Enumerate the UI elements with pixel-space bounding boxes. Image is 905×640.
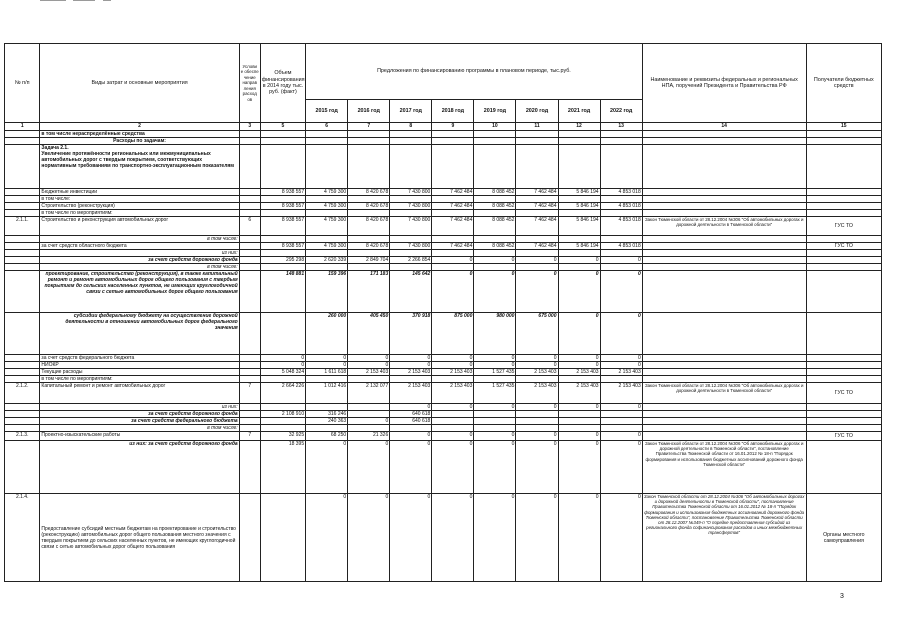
row-number: 2.1.3. xyxy=(5,432,40,441)
value-cell: 2 153 403 xyxy=(600,383,642,404)
value-cell: 5 048 324 xyxy=(260,369,305,376)
value-cell: 8 420 678 xyxy=(348,243,390,250)
col-number: 8 xyxy=(390,123,432,131)
value-cell: 0 xyxy=(474,257,516,264)
value-cell: 148 881 xyxy=(260,271,305,313)
value-cell: 0 xyxy=(432,257,474,264)
value-cell xyxy=(558,411,600,418)
task-title: Задача 2.1. xyxy=(41,145,69,151)
value-cell: 405 450 xyxy=(348,313,390,355)
value-cell: 0 xyxy=(432,441,474,494)
table-row xyxy=(5,494,882,582)
value-cell: 2 153 403 xyxy=(516,369,558,376)
value-cell: 0 xyxy=(348,494,390,582)
row-label: за счет средств федерального бюджета xyxy=(40,355,239,362)
value-cell: 0 xyxy=(516,494,558,582)
value-cell: 0 xyxy=(558,432,600,441)
value-cell: 0 xyxy=(474,432,516,441)
col-number: 13 xyxy=(600,123,642,131)
row-label: в том числе: xyxy=(40,425,239,432)
value-cell xyxy=(260,404,305,411)
value-cell xyxy=(260,313,305,355)
row-number: 2.1.1. xyxy=(5,217,40,236)
value-cell: 0 xyxy=(432,432,474,441)
page-number: 3 xyxy=(840,593,844,600)
value-cell xyxy=(260,418,305,425)
value-cell: 0 xyxy=(558,362,600,369)
value-cell: 316 246 xyxy=(306,411,348,418)
col-number: 6 xyxy=(306,123,348,131)
value-cell: 0 xyxy=(474,441,516,494)
value-cell: 8 938 557 xyxy=(260,189,305,196)
value-cell: 18 395 xyxy=(260,441,305,494)
row-label: из них: за счет средств дорожного фонда xyxy=(40,441,239,494)
value-cell xyxy=(348,411,390,418)
value-cell: 2 664 226 xyxy=(260,383,305,404)
row-number: 2.1.4. xyxy=(5,494,40,582)
value-cell: 8 420 678 xyxy=(348,203,390,210)
value-cell: 8 938 557 xyxy=(260,203,305,210)
value-cell: 4 759 300 xyxy=(306,203,348,210)
value-cell: 7 462 484 xyxy=(516,203,558,210)
row-label: в том числе: xyxy=(40,236,239,243)
value-cell: 0 xyxy=(600,494,642,582)
law-reference: Закон Тюменской области от 28.12.2004 №306 "Об автомобильных дорогах и дорожной деятельности в Тюменской области", постановление Правительства Тюменской области от 16.01.2012 № 18-п "Порядок формирования и использования бюджетных ассигнований дорожного фонда Тюменской области", постановление Правительства Тюменской области от 28.12.2007 №349-п "О порядке предоставления субсидий из регионального фонда софинансирования расходов и иных межбюджетных трансфертов" xyxy=(642,494,806,582)
value-cell: 7 462 484 xyxy=(516,217,558,236)
value-cell: 2 153 403 xyxy=(390,369,432,376)
value-cell: 0 xyxy=(306,494,348,582)
value-cell: 0 xyxy=(390,441,432,494)
value-cell: 0 xyxy=(516,432,558,441)
value-cell: 0 xyxy=(474,271,516,313)
row-label: в том числе: xyxy=(40,264,239,271)
value-cell: 8 088 452 xyxy=(474,203,516,210)
col-number: 12 xyxy=(558,123,600,131)
value-cell: 640 618 xyxy=(390,418,432,425)
top-rule xyxy=(103,0,111,1)
table-row xyxy=(5,203,882,210)
value-cell: 7 462 484 xyxy=(516,243,558,250)
value-cell: 5 846 194 xyxy=(558,189,600,196)
value-cell: 0 xyxy=(474,355,516,362)
table-row xyxy=(5,418,882,425)
row-label: НИОКР xyxy=(40,362,239,369)
value-cell: 0 xyxy=(348,441,390,494)
header-proposals: Предложения по финансированию программы в плановом периоде, тыс.руб. xyxy=(306,44,643,100)
table-row xyxy=(5,313,882,355)
value-cell: 0 xyxy=(474,494,516,582)
value-cell: 0 xyxy=(558,494,600,582)
value-cell: 4 853 018 xyxy=(600,203,642,210)
value-cell: 2 620 339 xyxy=(306,257,348,264)
value-cell: 2 153 403 xyxy=(390,383,432,404)
value-cell xyxy=(474,418,516,425)
table-row xyxy=(5,243,882,250)
value-cell: 0 xyxy=(516,271,558,313)
value-cell: 4 759 300 xyxy=(306,217,348,236)
value-cell: 0 xyxy=(432,362,474,369)
law-reference: Закон Тюменской области от 28.12.2004 №306 "Об автомобильных дорогах и дорожной деятельности в Тюменской области" xyxy=(642,217,806,236)
col-number: 15 xyxy=(806,123,881,131)
header-year: 2022 год xyxy=(600,100,642,123)
value-cell: 2 849 704 xyxy=(348,257,390,264)
value-cell: 4 853 018 xyxy=(600,243,642,250)
value-cell: 0 xyxy=(558,404,600,411)
value-cell: 5 846 194 xyxy=(558,243,600,250)
value-cell xyxy=(558,418,600,425)
row-label: Строительство (реконструкция) xyxy=(40,203,239,210)
value-cell: 0 xyxy=(260,355,305,362)
header-year: 2016 год xyxy=(348,100,390,123)
row-label: Расходы по задачам: xyxy=(40,138,239,145)
value-cell: 0 xyxy=(558,313,600,355)
row-label: за счет средств дорожного фонда xyxy=(40,257,239,264)
value-cell: 8 938 557 xyxy=(260,243,305,250)
value-cell: 68 250 xyxy=(306,432,348,441)
header-volume: Объем финансирования в 2014 году тыс. руб. (факт) xyxy=(260,44,305,123)
value-cell: 0 xyxy=(600,313,642,355)
table-row xyxy=(5,404,882,411)
value-cell xyxy=(600,411,642,418)
value-cell: 875 000 xyxy=(432,313,474,355)
value-cell: 7 430 800 xyxy=(390,243,432,250)
value-cell: 4 853 018 xyxy=(600,189,642,196)
col-number: 11 xyxy=(516,123,558,131)
value-cell: 2 153 403 xyxy=(432,369,474,376)
value-cell: 295 298 xyxy=(260,257,305,264)
header-year: 2017 год xyxy=(390,100,432,123)
col-number: 14 xyxy=(642,123,806,131)
value-cell: 2 153 403 xyxy=(558,369,600,376)
value-cell: 0 xyxy=(390,494,432,582)
header-year: 2020 год xyxy=(516,100,558,123)
table-row xyxy=(5,217,882,236)
table-row xyxy=(5,189,882,196)
value-cell: 0 xyxy=(390,432,432,441)
value-cell: 370 918 xyxy=(390,313,432,355)
value-cell: 2 132 077 xyxy=(348,383,390,404)
col-number: 9 xyxy=(432,123,474,131)
row-label: Бюджетные инвестиции xyxy=(40,189,239,196)
row-number: 2.1.2. xyxy=(5,383,40,404)
value-cell: 0 xyxy=(432,404,474,411)
value-cell: 0 xyxy=(558,355,600,362)
value-cell xyxy=(516,411,558,418)
value-cell: 0 xyxy=(348,355,390,362)
table-row xyxy=(5,369,882,376)
row-label: из них: xyxy=(40,404,239,411)
value-cell: 0 xyxy=(516,441,558,494)
value-cell: 0 xyxy=(390,362,432,369)
value-cell: 0 xyxy=(558,271,600,313)
value-cell: 0 xyxy=(432,355,474,362)
value-cell: 8 088 452 xyxy=(474,189,516,196)
table-row xyxy=(5,432,882,441)
row-label: за счет средств дорожного фонда xyxy=(40,411,239,418)
header-num: № п/п xyxy=(5,44,40,123)
value-cell: 0 xyxy=(600,355,642,362)
value-cell: 171 183 xyxy=(348,271,390,313)
col-number: 3 xyxy=(239,123,260,131)
value-cell: 8 088 452 xyxy=(474,243,516,250)
value-cell: 7 430 800 xyxy=(390,217,432,236)
value-cell: 0 xyxy=(600,257,642,264)
value-cell: 8 088 452 xyxy=(474,217,516,236)
condition-cell: 7 xyxy=(239,383,260,404)
value-cell: 2 153 403 xyxy=(558,383,600,404)
value-cell: 0 xyxy=(432,494,474,582)
table-row xyxy=(5,362,882,369)
law-reference: Закон Тюменской области от 28.12.2004 №306 "Об автомобильных дорогах и дорожной деятельности в Тюменской области" xyxy=(642,383,806,404)
value-cell: 2 153 403 xyxy=(432,383,474,404)
column-number-row xyxy=(5,123,882,131)
table-row xyxy=(5,441,882,494)
value-cell: 0 xyxy=(600,432,642,441)
row-label: из них: xyxy=(40,250,239,257)
value-cell: 0 xyxy=(600,362,642,369)
value-cell: 7 430 800 xyxy=(390,189,432,196)
value-cell: 0 xyxy=(516,404,558,411)
task-cell xyxy=(40,145,239,189)
row-label: Капитальный ремонт и ремонт автомобильных дорог xyxy=(40,383,239,404)
value-cell: 7 462 484 xyxy=(516,189,558,196)
value-cell xyxy=(260,494,305,582)
financing-table xyxy=(4,43,882,582)
value-cell: 1 527 435 xyxy=(474,369,516,376)
value-cell xyxy=(432,418,474,425)
value-cell: 0 xyxy=(600,404,642,411)
task-text: Увеличение протяжённости региональных или межмуниципальных автомобильных дорог с твердым покрытием, соответствующих нормативным требованиям по транспортно-эксплуатационным показателям xyxy=(41,151,234,169)
row-label: субсидии федеральному бюджету на осуществление дорожной деятельности в отношении автомобильных дорог федерального значения xyxy=(40,313,239,355)
table-row xyxy=(5,271,882,313)
value-cell: 980 000 xyxy=(474,313,516,355)
value-cell: 4 853 018 xyxy=(600,217,642,236)
recipient: Органы местного самоуправления xyxy=(806,494,881,582)
header-recipients: Получатели бюджетных средств xyxy=(806,44,881,123)
recipient: ГУС ТО xyxy=(806,217,881,236)
row-label: в том числе по мероприятиям: xyxy=(40,210,239,217)
value-cell: 0 xyxy=(558,441,600,494)
header-conditions: Услови е обеспе чение направ ления расход ов xyxy=(239,44,260,123)
condition-cell: 6 xyxy=(239,217,260,236)
value-cell: 0 xyxy=(600,271,642,313)
row-label: Текущие расходы xyxy=(40,369,239,376)
table-row xyxy=(5,383,882,404)
recipient: ГУС ТО xyxy=(806,432,881,441)
col-number: 10 xyxy=(474,123,516,131)
row-label: в том числе по мероприятиям: xyxy=(40,376,239,383)
value-cell: 5 846 194 xyxy=(558,203,600,210)
condition-cell: 7 xyxy=(239,432,260,441)
value-cell: 7 462 484 xyxy=(432,203,474,210)
table-row xyxy=(5,257,882,264)
value-cell: 8 420 678 xyxy=(348,189,390,196)
value-cell: 1 611 618 xyxy=(306,369,348,376)
value-cell: 0 xyxy=(516,362,558,369)
row-label: в том числе нераспределённые средства xyxy=(40,131,239,138)
value-cell xyxy=(516,418,558,425)
value-cell: 0 xyxy=(516,257,558,264)
value-cell: 260 000 xyxy=(306,313,348,355)
value-cell: 2 153 403 xyxy=(516,383,558,404)
row-label: за счет средств областного бюджета xyxy=(40,243,239,250)
top-rule xyxy=(73,0,95,1)
value-cell: 4 759 300 xyxy=(306,243,348,250)
value-cell: 7 462 484 xyxy=(432,243,474,250)
col-number: 2 xyxy=(40,123,239,131)
header-year: 2015 год xyxy=(306,100,348,123)
value-cell: 675 000 xyxy=(516,313,558,355)
col-number: 1 xyxy=(5,123,40,131)
value-cell: 145 642 xyxy=(390,271,432,313)
value-cell: 2 153 403 xyxy=(600,369,642,376)
row-label: проектирование, строительство (реконструкция), в также капитальный ремонт и ремонт автомобильных дорог общего пользования с твердым покрытием до сельских населенных пунктов, не имеющих круглогодичной связи с сетью автомобильных дорог общего пользования xyxy=(40,271,239,313)
law-reference: Закон Тюменской области от 28.12.2004 №306 "Об автомобильных дорогах и дорожной деятельности в Тюменской области", постановление Правительства Тюменской области от 16.01.2012 № 18-п "Порядок формирования и использования бюджетных ассигнований дорожного фонда Тюменской области" xyxy=(642,441,806,494)
header-kinds: Виды затрат и основные мероприятия xyxy=(40,44,239,123)
header-acts: Наименование и реквизиты федеральных и региональных НПА, поручений Президента и Правительства РФ xyxy=(642,44,806,123)
value-cell: 0 xyxy=(260,362,305,369)
col-number: 7 xyxy=(348,123,390,131)
value-cell: 1 527 435 xyxy=(474,383,516,404)
value-cell: 159 396 xyxy=(306,271,348,313)
value-cell: 0 xyxy=(348,418,390,425)
value-cell: 2 108 910 xyxy=(260,411,305,418)
value-cell xyxy=(432,411,474,418)
value-cell: 0 xyxy=(558,257,600,264)
value-cell: 5 846 194 xyxy=(558,217,600,236)
value-cell: 0 xyxy=(600,441,642,494)
value-cell: 7 462 484 xyxy=(432,217,474,236)
header-year: 2021 год xyxy=(558,100,600,123)
row-label: в том числе: xyxy=(40,196,239,203)
value-cell: 32 925 xyxy=(260,432,305,441)
value-cell: 2 153 403 xyxy=(348,369,390,376)
value-cell: 21 326 xyxy=(348,432,390,441)
value-cell xyxy=(348,404,390,411)
value-cell: 7 462 484 xyxy=(432,189,474,196)
header-year: 2019 год xyxy=(474,100,516,123)
value-cell: 0 xyxy=(306,355,348,362)
recipient: ГУС ТО xyxy=(806,383,881,404)
value-cell: 640 618 xyxy=(390,411,432,418)
recipient: ГУС ТО xyxy=(806,243,881,250)
value-cell xyxy=(306,404,348,411)
value-cell: 0 xyxy=(432,271,474,313)
top-rule xyxy=(40,0,66,1)
value-cell: 0 xyxy=(306,441,348,494)
col-number: 5 xyxy=(260,123,305,131)
value-cell: 7 430 800 xyxy=(390,203,432,210)
value-cell: 0 xyxy=(516,355,558,362)
value-cell: 0 xyxy=(390,404,432,411)
header-year: 2018 год xyxy=(432,100,474,123)
value-cell: 8 420 678 xyxy=(348,217,390,236)
value-cell: 0 xyxy=(474,404,516,411)
value-cell: 0 xyxy=(306,362,348,369)
row-label: Предоставление субсидий местным бюджетам на проектирование и строительство (реконструкцию) автомобильных дорог общего пользования местного значения с твердым покрытием до сельских населенных пунктов, не имеющих круглогодичной связи с сетью автомобильных дорог общего пользования xyxy=(40,494,239,582)
value-cell xyxy=(474,411,516,418)
value-cell: 8 938 557 xyxy=(260,217,305,236)
value-cell: 4 759 300 xyxy=(306,189,348,196)
value-cell: 0 xyxy=(474,362,516,369)
value-cell: 240 363 xyxy=(306,418,348,425)
table-row xyxy=(5,355,882,362)
table-row xyxy=(5,411,882,418)
value-cell: 0 xyxy=(390,355,432,362)
row-label: за счет средств федерального бюджета xyxy=(40,418,239,425)
value-cell: 1 012 416 xyxy=(306,383,348,404)
row-label: Строительство и реконструкция автомобильных дорог xyxy=(40,217,239,236)
value-cell: 0 xyxy=(348,362,390,369)
value-cell: 2 266 854 xyxy=(390,257,432,264)
value-cell xyxy=(600,418,642,425)
row-label: Проектно-изыскательские работы xyxy=(40,432,239,441)
